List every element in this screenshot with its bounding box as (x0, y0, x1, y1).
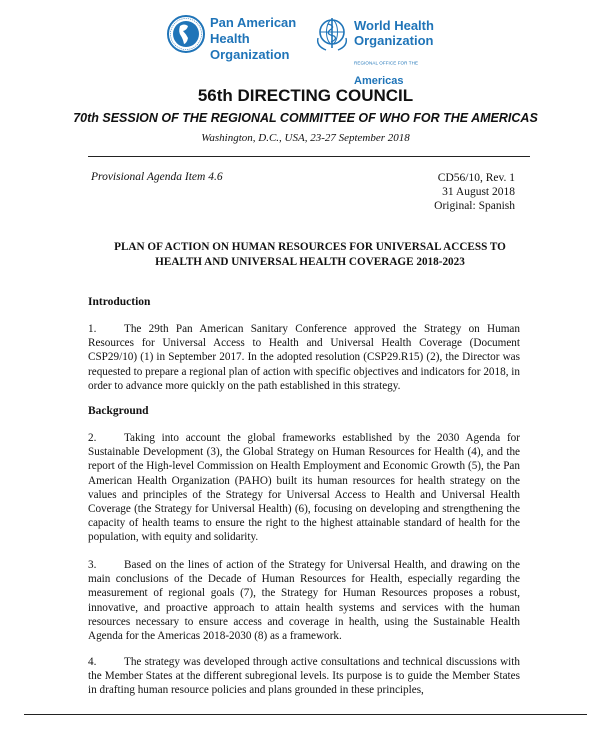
paho-line: Health (210, 31, 250, 46)
paragraph (88, 322, 520, 393)
agenda-item: Provisional Agenda Item 4.6 (91, 171, 223, 183)
paragraph-number: 1. (88, 323, 97, 335)
who-regional-office (354, 54, 456, 90)
place-date: Washington, D.C., USA, 23-27 September 2018 (201, 132, 410, 144)
paho-line: Pan American (210, 15, 297, 30)
document-title (60, 240, 560, 270)
header-logos (166, 14, 456, 87)
paho-line: Organization (210, 47, 290, 62)
who-office-region: Americas (354, 74, 404, 87)
document-reference (434, 171, 515, 213)
paragraph-text: Taking into account the global frameworks established by the 2030 Agenda for Sustainable Development (3), the Global Strategy on Human Resources for Health (4), and the report of the High-level Commission on Health Employment and Economic Growth (5), the Pan American Health Organization (PAHO) built its human resources for health strategy on the values and principles of the Strategy for Universal Access to Health and Universal Health Coverage (the Strategy for Universal Health) (6), focusing on developing and strengthening the capacity of health teams to ensure the right to the highest attainable standard of health for the population, with equity and solidarity. (88, 432, 520, 544)
paragraph (88, 655, 520, 698)
who-logo-text (354, 18, 434, 48)
session-title: 70th SESSION OF THE REGIONAL COMMITTEE OF WHO FOR THE AMERICAS (73, 111, 538, 125)
who-emblem-icon (312, 14, 352, 54)
doc-number: CD56/10, Rev. 1 (437, 172, 515, 184)
paragraph-text: Based on the lines of action of the Strategy for Universal Health, and drawing on the main conclusions of the Decade of Human Resources for Health, especially regarding the measurement of regional goals (7), the Strategy for Human Resources proposes a robust, innovative, and proactive approach to attain health systems and services with the human resources necessary to ensure access and coverage in health, using the Sustainable Health Agenda for the Americas 2018-2030 (8) as a framework. (88, 559, 520, 643)
paragraph-text: The strategy was developed through active consultations and technical discussions with the Member States at the different subregional levels. Its purpose is to guide the Member States in drafting human resource policies and plans grounded in these principles, (88, 656, 520, 697)
paragraph-text: The 29th Pan American Sanitary Conference approved the Strategy on Human Resources for Universal Access to Health and Universal Health Coverage (Document CSP29/10) (1) in September 2017. In the adopted resolution (CSP29.R15) (2), the Director was requested to prepare a regional plan of action with specific objectives and indicators for 2018, in order to advance more quickly on the path established in this strategy. (88, 323, 520, 392)
paragraph-number: 4. (88, 656, 97, 668)
who-office-small: REGIONAL OFFICE FOR THE (354, 60, 419, 66)
paho-logo-text (210, 15, 296, 63)
paho-globe-icon (166, 14, 206, 54)
paragraph (88, 558, 520, 643)
header-divider (88, 156, 530, 157)
paragraph-number: 2. (88, 432, 97, 444)
doc-original-language: Original: Spanish (434, 200, 515, 212)
section-heading-introduction: Introduction (88, 296, 151, 308)
paragraph (88, 431, 520, 545)
paragraph-number: 3. (88, 559, 97, 571)
footer-divider (24, 714, 587, 715)
who-line: World Health (354, 18, 434, 33)
doc-date: 31 August 2018 (442, 186, 515, 198)
title-line: HEALTH AND UNIVERSAL HEALTH COVERAGE 2018-2023 (155, 256, 465, 268)
title-line: PLAN OF ACTION ON HUMAN RESOURCES FOR UNIVERSAL ACCESS TO (114, 241, 506, 253)
council-title: 56th DIRECTING COUNCIL (197, 86, 414, 105)
section-heading-background: Background (88, 405, 149, 417)
who-line: Organization (354, 33, 434, 48)
